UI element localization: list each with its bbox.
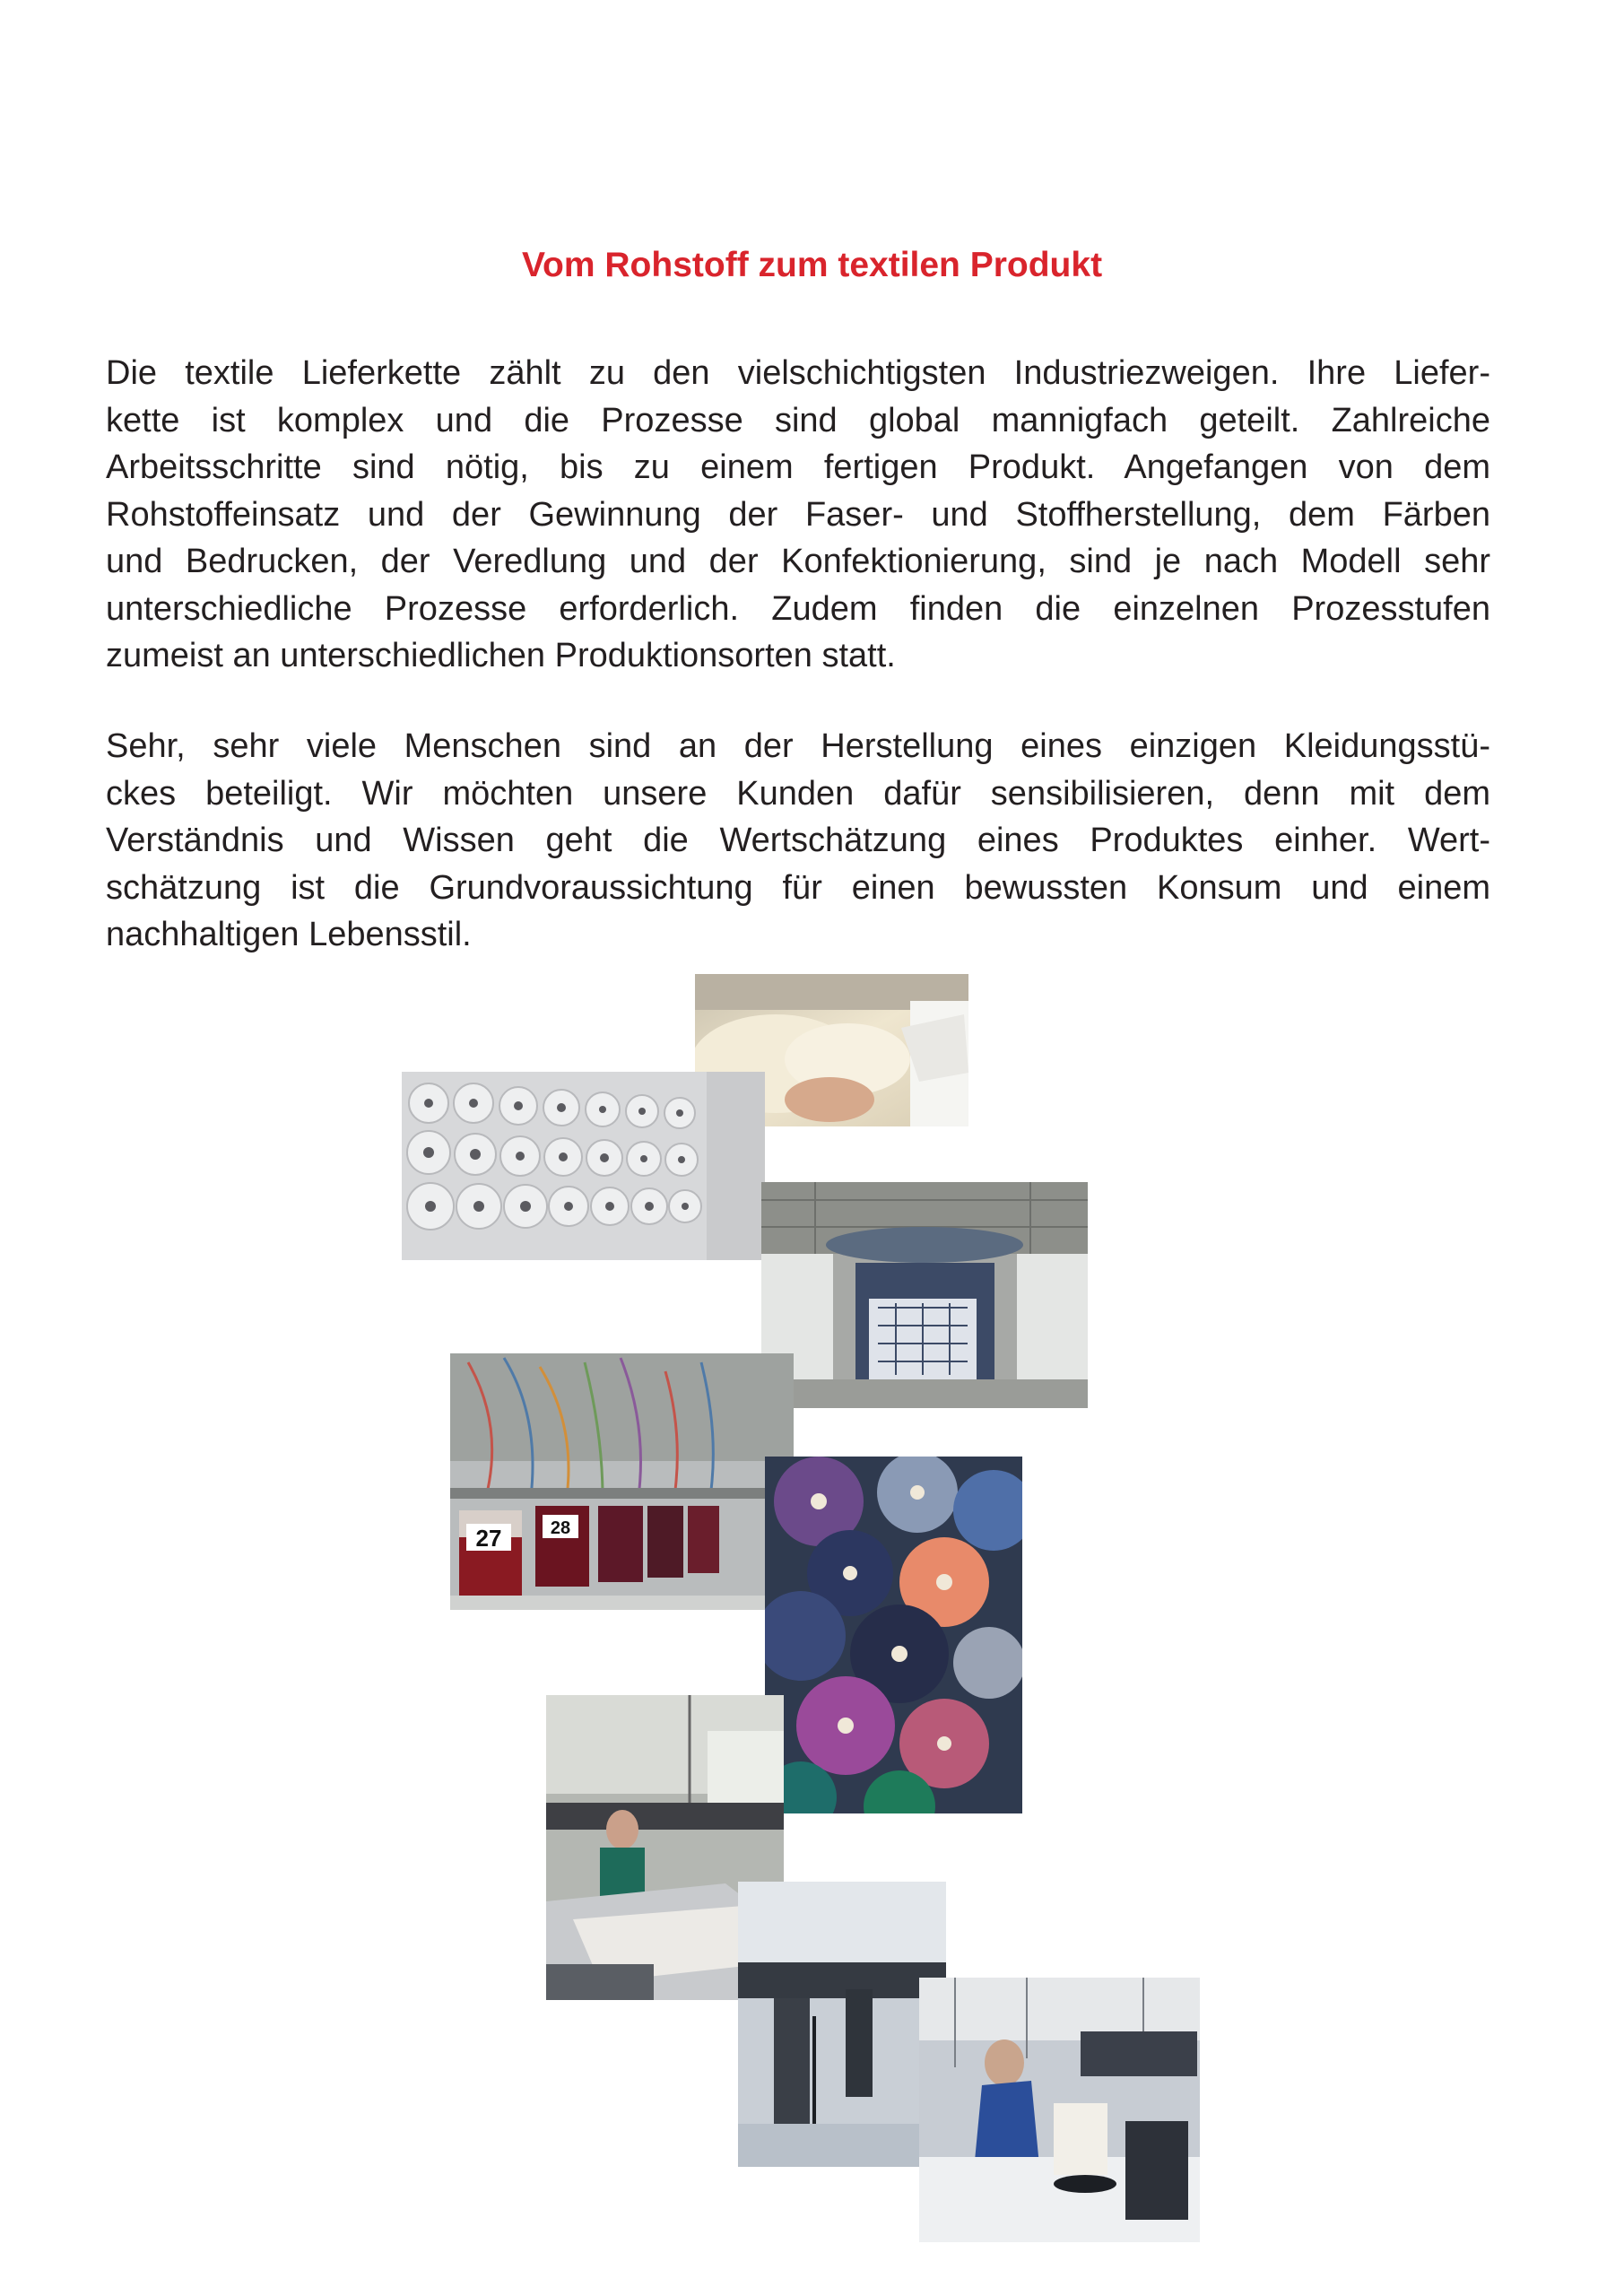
text-line: unterschiedliche Prozesse erforderlich. Zudem finden die einzelnen Prozesstufen <box>106 589 1490 628</box>
text-line: Sehr, sehr viele Menschen sind an der Herstellung eines einzigen Kleidungsstü- <box>106 727 1490 765</box>
second-paragraph <box>106 723 1490 959</box>
text-line: Arbeitsschritte sind nötig, bis zu einem fertigen Produkt. Angefangen von dem <box>106 448 1490 486</box>
text-line: nachhaltigen Lebensstil. <box>106 916 472 953</box>
page-title: Vom Rohstoff zum textilen Produkt <box>521 246 1103 284</box>
photo-dye-lab <box>450 1353 794 1610</box>
photo-seamstress <box>919 1978 1200 2242</box>
text-line: schätzung ist die Grundvoraussichtung für einen bewussten Konsum und einem <box>106 868 1490 907</box>
text-line: kette ist komplex und die Prozesse sind global mannigfach geteilt. Zahlreiche <box>106 401 1490 439</box>
text-line: Rohstoffeinsatz und der Gewinnung der Faser- und Stoffherstellung, dem Färben <box>106 495 1490 534</box>
text-line: und Bedrucken, der Veredlung und der Konfektionierung, sind je nach Modell sehr <box>106 543 1490 580</box>
photo-sewing-machine <box>738 1882 946 2167</box>
photo-knitting-machine <box>761 1182 1088 1408</box>
photo-yarn-spools <box>402 1072 765 1260</box>
svg-text:28: 28 <box>550 1518 571 1538</box>
text-line: zumeist an unterschiedlichen Produktionsorten statt. <box>106 637 896 674</box>
text-line: Die textile Lieferkette zählt zu den vielschichtigsten Industriezweigen. Ihre Liefer- <box>106 354 1490 392</box>
intro-paragraph <box>106 350 1490 680</box>
photo-fabric-rolls <box>765 1457 1022 1813</box>
text-line: ckes beteiligt. Wir möchten unsere Kunden dafür sensibilisieren, denn mit dem <box>106 774 1490 813</box>
svg-text:27: 27 <box>475 1525 502 1552</box>
text-line: Verständnis und Wissen geht die Wertschätzung eines Produktes einher. Wert- <box>106 822 1490 859</box>
